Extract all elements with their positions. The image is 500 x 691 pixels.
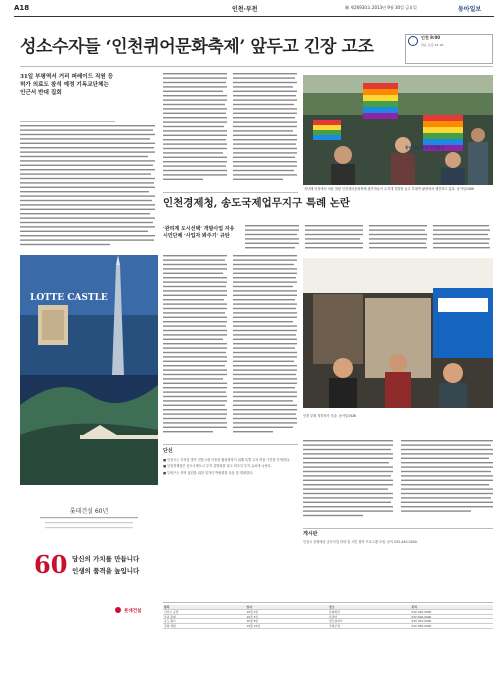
- paper-name: 동아일보: [458, 6, 482, 13]
- table-cell: 송도 행사: [164, 619, 176, 624]
- table-cell: 032-509-0000: [411, 614, 432, 619]
- story2-rule: [163, 192, 298, 193]
- table-header: 장소: [329, 605, 335, 609]
- table-cell: 문화회관: [329, 609, 340, 614]
- table-cell: 강화군청: [329, 624, 340, 628]
- brief-item: ■ 인천시는 추석을 맞아 전통시장 이용을 활성화하기 위해 특별 주차 허용 구간을 운영한다.: [163, 458, 291, 462]
- contact-title: 동아일보 인천·부천본부: [405, 145, 445, 150]
- weather-item: 24: [434, 43, 439, 47]
- table-cell: 10월 2일: [246, 609, 259, 614]
- table-cell: 10월 5일: [246, 614, 259, 619]
- masthead-rule: [14, 16, 494, 17]
- weather-item: 흐림: [427, 43, 434, 47]
- ad-image: [20, 255, 158, 630]
- contact-row: 광고문의 032-427-1202: [405, 158, 443, 163]
- headline-rule: [20, 66, 493, 67]
- weather-item: 맑음: [421, 43, 427, 47]
- table-cell: 센트럴파크: [329, 619, 343, 624]
- weather-item: 18: [439, 43, 444, 47]
- table-cell: 인천시 공연: [164, 609, 179, 614]
- table-cell: 강화 체험: [164, 624, 176, 628]
- ad-anniversary: 60: [34, 550, 68, 579]
- table-cell: 032-453-0000: [411, 619, 432, 624]
- contact-row: 기사제보 032-427-1201: [405, 153, 443, 157]
- event-table: [163, 605, 493, 629]
- table-cell: 032-930-0000: [411, 624, 432, 628]
- page-number: A18: [14, 4, 30, 12]
- ad-tagline: 롯데건설 60년: [69, 508, 109, 515]
- story2-body: [163, 255, 298, 445]
- weather-details: [421, 43, 489, 47]
- notice-rule: [303, 528, 493, 529]
- main-headline: 성소수자들 ‘인천퀴어문화축제’ 앞두고 긴장 고조: [20, 37, 374, 57]
- contact-box: [405, 145, 493, 169]
- story3-body: [303, 440, 493, 528]
- weather-icon: [408, 36, 418, 46]
- table-header: 일자: [246, 605, 252, 609]
- briefs-rule: [163, 444, 298, 445]
- table-header: 항목: [164, 605, 170, 609]
- notice-title: 게시판: [303, 531, 318, 537]
- shopping-image: [303, 258, 493, 408]
- table-cell: 032-420-0000: [411, 609, 432, 614]
- ad-brand: 롯데건설: [124, 609, 142, 614]
- castle-sign: LOTTE CASTLE: [30, 293, 108, 303]
- section-name: 인천·부천: [232, 6, 258, 13]
- body-text-lines: [163, 73, 298, 188]
- lotte-logo-icon: [115, 607, 121, 613]
- brief-item: ■ 인천경제청은 송도국제도시 투자 설명회를 열고 외국인 투자 유치에 나선다.: [163, 464, 272, 469]
- main-subheadline: 31일 부평역서 거리 퍼레이드 직원 등 허가 의료도 참석 예정 기독교단체는 인근서 반대 집회: [20, 74, 114, 96]
- body-text-lines: [163, 255, 298, 445]
- weather-title: 인천 9:00: [421, 35, 441, 40]
- body-text-lines: [303, 440, 493, 528]
- body-column-1: [20, 125, 155, 250]
- shopping-photo-caption: 인천 부평 지하상가 모습. 동아일보DB: [303, 414, 356, 418]
- table-cell: 부평 축제: [164, 614, 176, 619]
- weather-box: [405, 34, 493, 64]
- ad-headline-2: 인생의 품격을 높입니다: [72, 567, 140, 575]
- story2-body-top: [245, 225, 490, 255]
- brief-item: ■ 부평구는 지역 청년을 위한 일자리 박람회를 다음 달 개최한다.: [163, 470, 254, 475]
- shopping-photo: [303, 258, 493, 408]
- table-cell: 10월 12일: [246, 624, 260, 628]
- table-header: 문의: [411, 605, 417, 609]
- body-text-lines: [245, 225, 490, 255]
- second-subheadline: ‘관리계 도시선택’ 개발사업 자유 시민단체 ‘사업자 봐주기’ 규탄: [163, 226, 235, 239]
- table-row: [163, 624, 493, 629]
- table-cell: 10월 8일: [246, 619, 259, 624]
- issue-date: 制 제26930호 2013년 9월 30일 금요일: [345, 5, 417, 10]
- body-text-lines: [20, 125, 155, 250]
- notice-text: 인천시 문화예술 공모사업 안내 및 시민 참여 프로그램 모집. 문의 032-440-0000.: [303, 540, 418, 544]
- parade-photo-caption: 지난해 인천에서 처음 열린 인천퀴어문화축제 참가자들이 무지개 깃발을 들고 부평역 광장에서 행진하고 있다. 동아일보DB: [304, 187, 474, 191]
- briefs-title: 단신: [163, 448, 173, 454]
- table-cell: 부평역: [329, 614, 338, 619]
- ad-headline: 당신의 가치를 만듭니다: [72, 555, 140, 563]
- contact-row: 구독신청 032-427-1201: [405, 163, 443, 168]
- body-column-2: [163, 73, 298, 188]
- sub-rule: [20, 121, 115, 122]
- table-rule: [163, 602, 493, 603]
- briefs-list: [163, 458, 297, 475]
- second-headline: 인천경제청, 송도국제업무지구 특례 논란: [163, 197, 351, 209]
- lotte-ad: [20, 255, 158, 630]
